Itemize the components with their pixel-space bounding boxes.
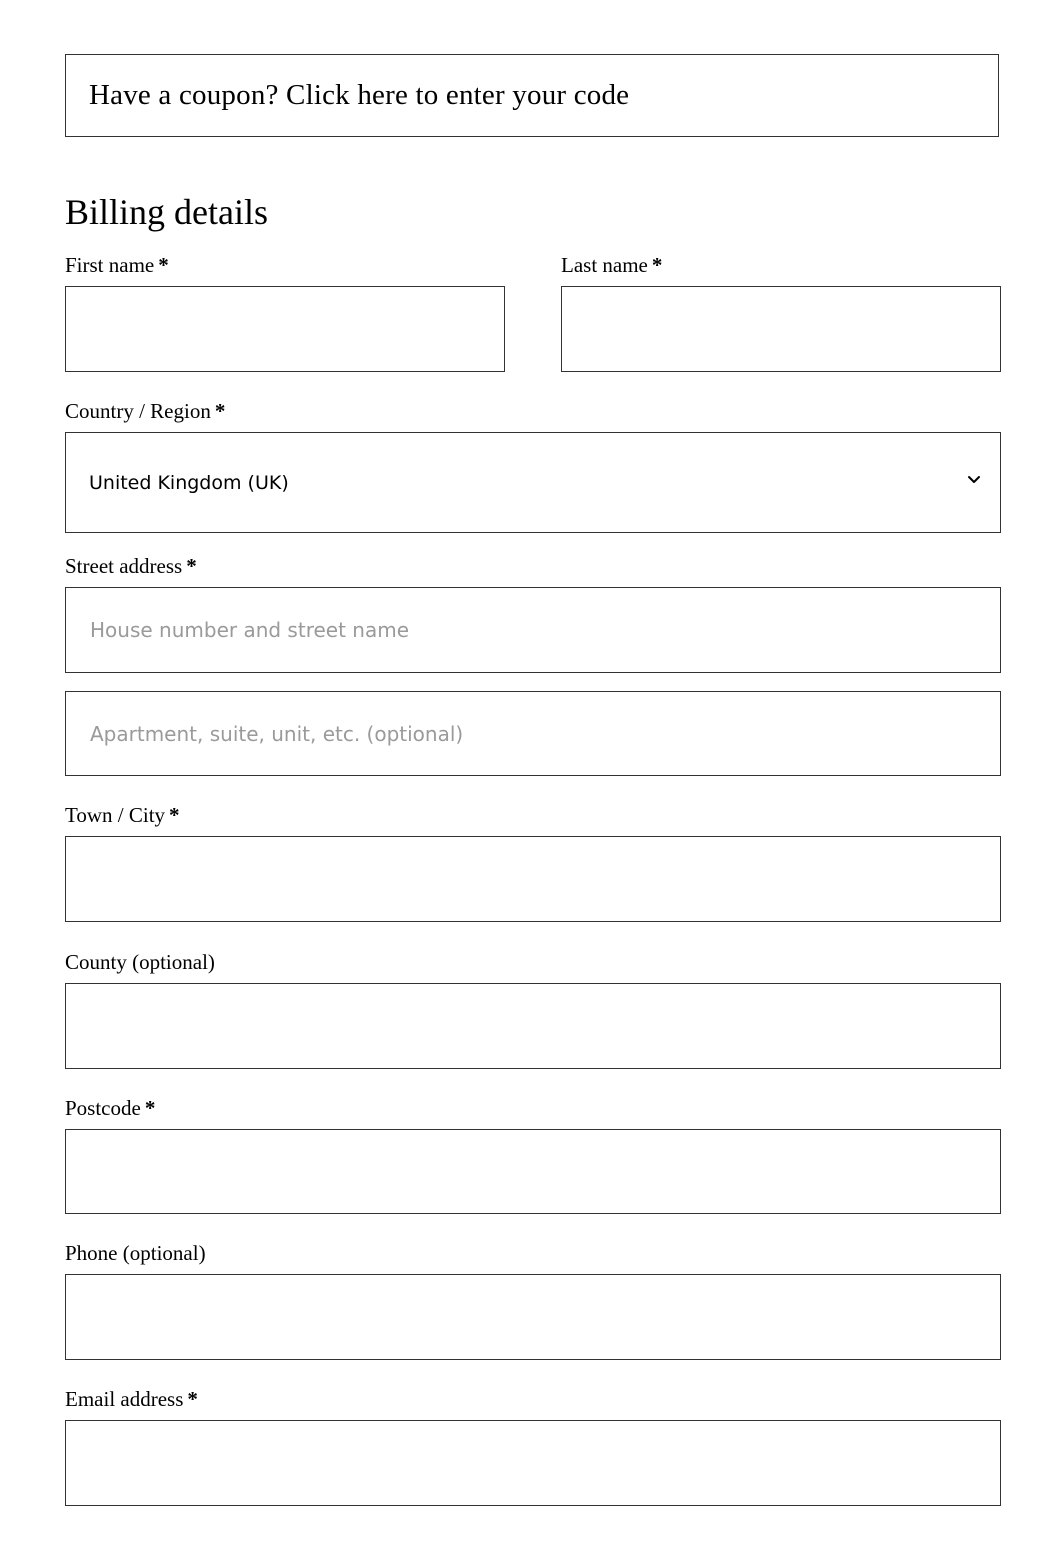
country-label [65, 398, 225, 424]
country-selected-value: United Kingdom (UK) [89, 471, 289, 494]
phone-label-text: Phone (optional) [65, 1241, 206, 1265]
required-mark: * [186, 554, 197, 578]
coupon-text: Have a coupon? Click here to enter your code [89, 79, 630, 111]
street-address-label-text: Street address [65, 554, 183, 578]
first-name-input[interactable] [65, 286, 505, 372]
chevron-down-icon [966, 472, 982, 488]
last-name-label [561, 252, 662, 278]
country-select[interactable] [65, 432, 1001, 533]
county-input[interactable] [65, 983, 1001, 1069]
required-mark: * [158, 253, 169, 277]
phone-input[interactable] [65, 1274, 1001, 1360]
street-address-label [65, 553, 197, 579]
postcode-label-text: Postcode [65, 1096, 141, 1120]
city-input[interactable] [65, 836, 1001, 922]
required-mark: * [187, 1387, 198, 1411]
phone-label [65, 1240, 206, 1266]
email-label [65, 1386, 198, 1412]
last-name-input[interactable] [561, 286, 1001, 372]
postcode-input[interactable] [65, 1129, 1001, 1214]
first-name-label-text: First name [65, 253, 155, 277]
street-address-line1-input[interactable] [65, 587, 1001, 673]
coupon-toggle-link[interactable] [65, 54, 999, 137]
city-label-text: Town / City [65, 803, 166, 827]
billing-details-heading: Billing details [65, 192, 268, 232]
required-mark: * [144, 1096, 156, 1120]
street-address-line2-input[interactable] [65, 691, 1001, 776]
first-name-label [65, 252, 169, 278]
required-mark: * [651, 253, 663, 277]
country-label-text: Country / Region [65, 399, 211, 423]
required-mark: * [214, 399, 226, 423]
city-label [65, 802, 180, 828]
county-label [65, 949, 215, 975]
county-label-text: County (optional) [65, 950, 215, 974]
email-label-text: Email address [65, 1387, 184, 1411]
required-mark: * [169, 803, 180, 827]
email-input[interactable] [65, 1420, 1001, 1506]
last-name-label-text: Last name [561, 253, 648, 277]
postcode-label [65, 1095, 155, 1121]
